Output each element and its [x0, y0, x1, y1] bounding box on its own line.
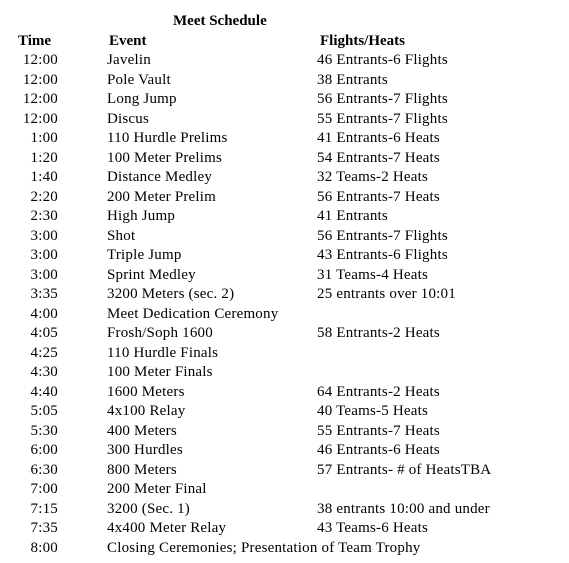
row-time: 4:25 [30, 344, 58, 361]
row-flights: 38 Entrants [317, 71, 388, 88]
schedule-row [0, 285, 569, 305]
row-event: 100 Meter Finals [107, 364, 213, 380]
schedule-row [0, 149, 569, 169]
row-flights: 40 Teams-5 Heats [317, 403, 429, 419]
schedule-row [0, 305, 569, 325]
schedule-row [0, 188, 569, 208]
schedule-row [0, 246, 569, 266]
row-time: 4:40 [30, 383, 58, 400]
row-flights: 43 Entrants-6 Flights [317, 247, 448, 263]
row-flights: 41 Entrants-6 Heats [317, 130, 440, 146]
flights-column-header: Flights/Heats [320, 33, 405, 49]
row-event: Pole Vault [107, 71, 171, 88]
row-flights: 46 Entrants-6 Flights [317, 52, 448, 68]
row-time: 12:00 [22, 110, 58, 127]
row-event: Frosh/Soph 1600 [107, 325, 213, 341]
row-flights: 55 Entrants-7 Flights [317, 110, 448, 127]
row-time: 4:00 [30, 305, 58, 322]
row-flights: 56 Entrants-7 Flights [317, 91, 448, 107]
schedule-row [0, 480, 569, 500]
row-time: 4:30 [30, 364, 58, 380]
row-event: High Jump [107, 208, 176, 224]
time-column-header: Time [18, 33, 52, 49]
schedule-row [0, 71, 569, 91]
row-event: 200 Meter Final [107, 481, 207, 497]
schedule-row [0, 324, 569, 344]
schedule-row [0, 110, 569, 130]
row-flights: 38 entrants 10:00 and under [317, 500, 490, 517]
row-flights: 32 Teams-2 Heats [317, 169, 429, 185]
row-event: 3200 (Sec. 1) [107, 500, 190, 517]
row-time: 2:20 [30, 188, 58, 205]
row-event: 1600 Meters [107, 383, 185, 400]
row-event: 4x400 Meter Relay [107, 520, 227, 536]
row-time: 12:00 [22, 52, 58, 68]
row-event: 100 Meter Prelims [107, 149, 223, 166]
schedule-row [0, 227, 569, 247]
schedule-row [0, 519, 569, 539]
row-flights: 31 Teams-4 Heats [317, 266, 429, 283]
row-time: 3:00 [30, 227, 58, 244]
schedule-row [0, 383, 569, 403]
row-time: 3:35 [30, 286, 58, 302]
schedule-row [0, 344, 569, 364]
row-time: 5:30 [30, 422, 58, 439]
row-time: 1:40 [30, 169, 58, 185]
row-event: 800 Meters [107, 461, 177, 478]
row-time: 4:05 [30, 325, 58, 341]
row-flights: 57 Entrants- # of HeatsTBA [317, 461, 492, 478]
row-flights: 58 Entrants-2 Heats [317, 325, 440, 341]
schedule-row [0, 422, 569, 442]
row-event: Shot [107, 227, 136, 244]
row-event: 400 Meters [107, 422, 177, 439]
row-flights: 25 entrants over 10:01 [317, 286, 456, 302]
row-time: 12:00 [22, 91, 58, 107]
row-event: 110 Hurdle Prelims [107, 130, 228, 146]
row-flights: 41 Entrants [317, 208, 388, 224]
row-time: 6:00 [30, 442, 58, 458]
row-event: Javelin [107, 52, 151, 68]
row-flights: 54 Entrants-7 Heats [317, 149, 440, 166]
schedule-row [0, 90, 569, 110]
row-flights: 46 Entrants-6 Heats [317, 442, 440, 458]
row-event: Triple Jump [107, 247, 182, 263]
schedule-row [0, 266, 569, 286]
row-flights: 43 Teams-6 Heats [317, 520, 429, 536]
row-flights: 56 Entrants-7 Flights [317, 227, 448, 244]
row-time: 3:00 [30, 247, 58, 263]
row-event: 4x100 Relay [107, 403, 186, 419]
row-event: 200 Meter Prelim [107, 188, 217, 205]
row-event: Long Jump [107, 91, 177, 107]
row-time: 12:00 [22, 71, 58, 88]
schedule-row [0, 461, 569, 481]
schedule-row [0, 51, 569, 71]
row-event: Distance Medley [107, 169, 213, 185]
schedule-row [0, 539, 569, 559]
row-event: 3200 Meters (sec. 2) [107, 286, 235, 302]
row-flights: 56 Entrants-7 Heats [317, 188, 440, 205]
row-time: 7:15 [30, 500, 58, 517]
row-time: 2:30 [30, 208, 58, 224]
row-time: 7:00 [30, 481, 58, 497]
row-event: Closing Ceremonies; Presentation of Team Trophy [107, 539, 421, 556]
row-time: 3:00 [30, 266, 58, 283]
schedule-row [0, 363, 569, 383]
schedule-row [0, 402, 569, 422]
row-flights: 64 Entrants-2 Heats [317, 383, 440, 400]
row-event: Sprint Medley [107, 266, 196, 283]
row-time: 1:20 [30, 149, 58, 166]
row-event: Meet Dedication Ceremony [107, 305, 279, 322]
event-column-header: Event [109, 33, 147, 49]
row-time: 8:00 [30, 539, 58, 556]
row-event: 300 Hurdles [107, 442, 183, 458]
row-event: Discus [107, 110, 150, 127]
row-event: 110 Hurdle Finals [107, 344, 219, 361]
row-flights: 55 Entrants-7 Heats [317, 422, 440, 439]
schedule-row [0, 168, 569, 188]
row-time: 5:05 [30, 403, 58, 419]
schedule-row [0, 500, 569, 520]
schedule-row [0, 129, 569, 149]
page-title: Meet Schedule [173, 13, 267, 29]
row-time: 6:30 [30, 461, 58, 478]
row-time: 1:00 [30, 130, 58, 146]
schedule-table [0, 51, 569, 558]
schedule-row [0, 207, 569, 227]
row-time: 7:35 [30, 520, 58, 536]
schedule-row [0, 441, 569, 461]
